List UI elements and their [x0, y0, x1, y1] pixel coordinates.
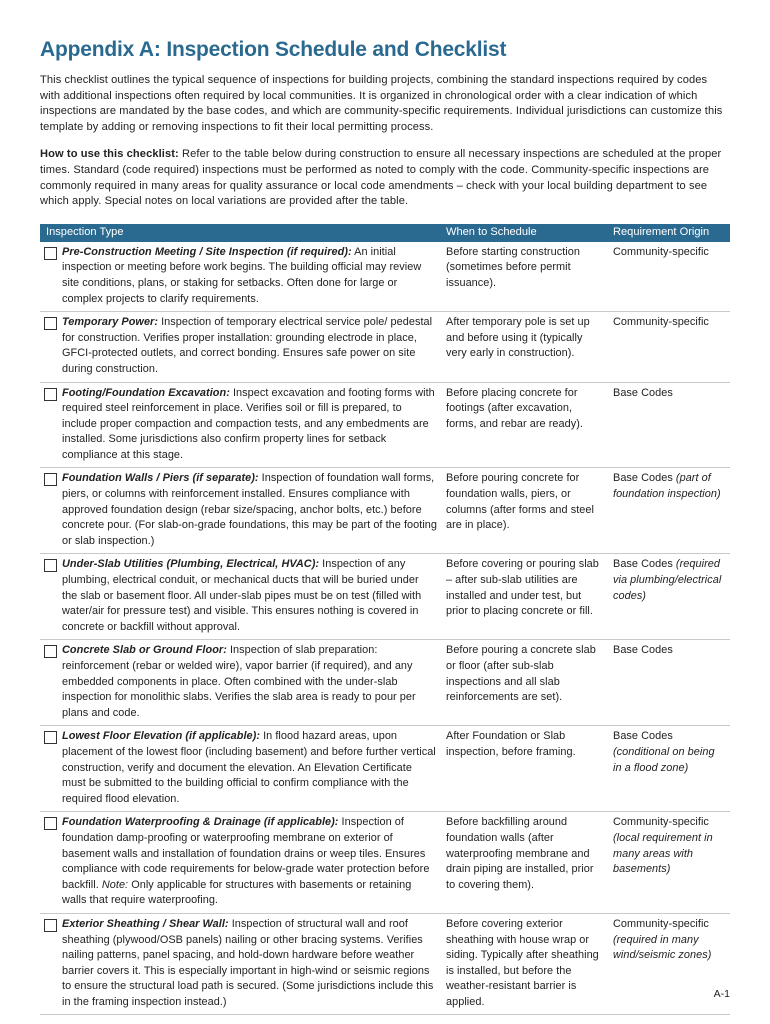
inspection-name: Temporary Power:	[62, 316, 159, 329]
table-row	[40, 913, 730, 1015]
table-row	[40, 242, 730, 312]
inspection-description: Inspect excavation and footing forms with required steel reinforcement in place. Verifies soil or fill is prepared, to include proper compaction and compaction tests, and any embedments are installed. Some jurisdictions also confirm property lines for setback compliance at this stage.	[62, 386, 435, 461]
when-to-schedule-cell: Before covering exterior sheathing with house wrap or siding. Typically after sheathing is installed, but before the weather-resistant barrier is applied.	[441, 913, 608, 1015]
inspection-table	[40, 224, 730, 1016]
inspection-name: Exterior Sheathing / Shear Wall:	[62, 917, 229, 930]
checkbox-icon[interactable]	[44, 817, 57, 830]
header-requirement-origin: Requirement Origin	[608, 224, 730, 242]
table-row	[40, 726, 730, 812]
inspection-type-cell	[40, 554, 441, 640]
howto-text: Refer to the table below during construction to ensure all necessary inspections are scheduled at the proper times. Standard (code required) inspections must be performed as noted to comply with the code. Community-specific inspections are commonly required in many areas for quality assurance or local code amendments – check with your local building department to see which apply. Special notes on local variations are provided after the table.	[40, 148, 722, 208]
requirement-origin-cell	[608, 812, 730, 914]
requirement-origin: Base Codes	[613, 472, 673, 485]
when-to-schedule-cell: After Foundation or Slab inspection, before framing.	[441, 726, 608, 812]
requirement-origin: Base Codes	[613, 644, 673, 657]
requirement-origin: Community-specific	[613, 917, 709, 930]
header-inspection-type: Inspection Type	[40, 224, 441, 242]
when-to-schedule-cell: Before backfilling around foundation walls (after waterproofing membrane and drain piping are installed, prior to covering them).	[441, 812, 608, 914]
checkbox-icon[interactable]	[44, 317, 57, 330]
table-row	[40, 382, 730, 468]
howto-label: How to use this checklist:	[40, 148, 179, 161]
when-to-schedule-cell: Before placing concrete for footings (after excavation, forms, and rebar are ready).	[441, 382, 608, 468]
requirement-origin-cell	[608, 312, 730, 382]
howto-paragraph	[40, 147, 730, 209]
inspection-type-cell	[40, 468, 441, 554]
inspection-type-cell	[40, 382, 441, 468]
inspection-name: Concrete Slab or Ground Floor:	[62, 644, 227, 657]
requirement-origin-note: (part of foundation inspection)	[613, 472, 721, 501]
when-to-schedule-cell: After temporary pole is set up and before using it (typically very early in construction).	[441, 312, 608, 382]
when-to-schedule-cell: Before starting construction (sometimes before permit issuance).	[441, 242, 608, 312]
inspection-type-cell	[40, 913, 441, 1015]
inspection-description: Inspection of slab preparation: reinforcement (rebar or welded wire), vapor barrier (if required), and any embedded components in place. Often combined with the under-slab inspection for monolithic slabs. Verifies the slab area is ready to pour per plans and code.	[62, 644, 416, 719]
requirement-origin-cell	[608, 554, 730, 640]
inspection-type-cell	[40, 640, 441, 726]
requirement-origin: Base Codes	[613, 730, 673, 743]
inspection-type-cell	[40, 242, 441, 312]
table-row	[40, 312, 730, 382]
checkbox-icon[interactable]	[44, 559, 57, 572]
when-to-schedule-cell: Before pouring concrete for foundation walls, piers, or columns (after forms and steel are in place).	[441, 468, 608, 554]
requirement-origin: Base Codes	[613, 386, 673, 399]
inspection-description: Inspection of any plumbing, electrical conduit, or mechanical ducts that will be buried under the slab or basement floor. All under-slab pipes must be on test (filled with water/air for pressure test) and visible. This ensures nothing is covered in concrete or backfill without approval.	[62, 558, 422, 633]
requirement-origin-cell	[608, 382, 730, 468]
requirement-origin: Community-specific	[613, 816, 709, 829]
inspection-type-cell	[40, 312, 441, 382]
table-row	[40, 640, 730, 726]
inspection-description: An initial inspection or meeting before work begins. The building official may review site conditions, plans, or staking for setbacks. Often done for large or complex projects to clarify requirements.	[62, 245, 422, 305]
inspection-description: Inspection of foundation damp-proofing or waterproofing membrane on exterior of basement walls and installation of foundation drains or weep tiles. Ensures compliance with code requirements for below-grade water protection before backfill.	[62, 816, 430, 891]
requirement-origin-cell	[608, 468, 730, 554]
inspection-name: Pre-Construction Meeting / Site Inspection (if required):	[62, 245, 352, 258]
table-body	[40, 242, 730, 1015]
requirement-origin-note: (conditional on being in a flood zone)	[613, 745, 715, 774]
inspection-description: Inspection of foundation wall forms, piers, or columns with reinforcement installed. Ensures compliance with approved foundation design (rebar size/spacing, anchor bolts, etc.) before concrete pour. (For slab-on-grade foundations, this may be part of the footing or slab inspection.)	[62, 472, 437, 547]
inspection-note-label: Note:	[101, 878, 129, 891]
requirement-origin: Community-specific	[613, 316, 709, 329]
when-to-schedule-cell: Before covering or pouring slab – after sub-slab utilities are installed and under test, but prior to placing concrete or fill.	[441, 554, 608, 640]
inspection-name: Foundation Waterproofing & Drainage (if applicable):	[62, 816, 339, 829]
page-number: A-1	[713, 988, 730, 1000]
inspection-name: Foundation Walls / Piers (if separate):	[62, 472, 259, 485]
requirement-origin: Community-specific	[613, 245, 709, 258]
requirement-origin-cell	[608, 242, 730, 312]
inspection-description: In flood hazard areas, upon placement of the lowest floor (including basement) and before further vertical construction, verify and document the elevation. An Elevation Certificate must be submitted to the building official to confirm compliance with the required flood elevation.	[62, 730, 436, 805]
checkbox-icon[interactable]	[44, 247, 57, 260]
checkbox-icon[interactable]	[44, 919, 57, 932]
table-row	[40, 468, 730, 554]
intro-paragraph: This checklist outlines the typical sequence of inspections for building projects, combining the standard inspections required by codes with additional inspections often required by local communities. It is organized in chronological order with a clear indication of which inspections are mandated by the base codes, and which are community-specific requirements. Individual jurisdictions can customize this template by adding or removing inspections to fit their local permitting process.	[40, 74, 723, 133]
inspection-name: Under-Slab Utilities (Plumbing, Electrical, HVAC):	[62, 558, 320, 571]
table-row	[40, 554, 730, 640]
requirement-origin-note: (required in many wind/seismic zones)	[613, 933, 712, 962]
page-title: Appendix A: Inspection Schedule and Checklist	[40, 38, 507, 61]
requirement-origin-note: (required via plumbing/electrical codes)	[613, 558, 722, 602]
inspection-name: Lowest Floor Elevation (if applicable):	[62, 730, 261, 743]
inspection-note-text: Only applicable for structures with basements or retaining walls that require waterproofing.	[62, 878, 412, 907]
table-row	[40, 812, 730, 914]
inspection-type-cell	[40, 726, 441, 812]
inspection-description: Inspection of structural wall and roof sheathing (plywood/OSB panels) nailing or other bracing systems. Verifies nailing patterns, panel spacing, and hold-down hardware before weather barrier covers it. This is especially important in high-wind or seismic regions to ensure the structural load path is secured. (Some jurisdictions include this in the framing inspection instead.)	[62, 917, 434, 1008]
checkbox-icon[interactable]	[44, 388, 57, 401]
checkbox-icon[interactable]	[44, 473, 57, 486]
requirement-origin-cell	[608, 913, 730, 1015]
inspection-type-cell	[40, 812, 441, 914]
inspection-description: Inspection of temporary electrical service pole/ pedestal for construction. Verifies proper installation: grounding electrode in place, GFCI-protected outlets, and correct bonding. Ensures safe power on site during construction.	[62, 316, 433, 375]
checkbox-icon[interactable]	[44, 645, 57, 658]
inspection-name: Footing/Foundation Excavation:	[62, 386, 230, 399]
when-to-schedule-cell: Before pouring a concrete slab or floor (after sub-slab inspections and all slab reinforcements are set).	[441, 640, 608, 726]
header-when-to-schedule: When to Schedule	[441, 224, 608, 242]
requirement-origin: Base Codes	[613, 558, 673, 571]
requirement-origin-cell	[608, 640, 730, 726]
checkbox-icon[interactable]	[44, 731, 57, 744]
requirement-origin-cell	[608, 726, 730, 812]
requirement-origin-note: (local requirement in many areas with basements)	[613, 831, 713, 876]
table-header-row	[40, 224, 730, 242]
